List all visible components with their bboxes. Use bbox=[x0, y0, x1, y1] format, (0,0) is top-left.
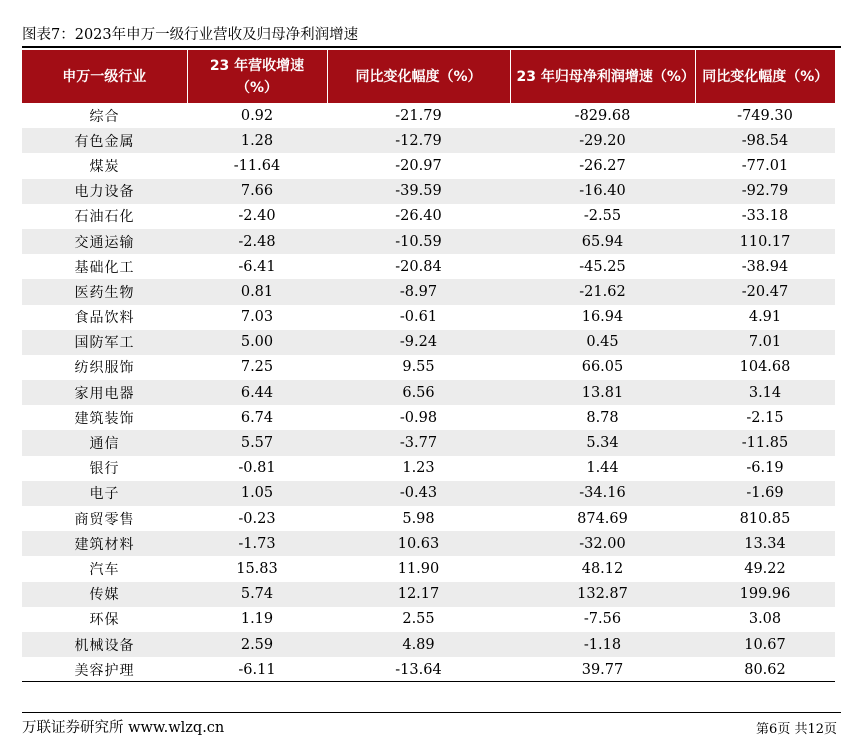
cell-revenue-growth: 7.66 bbox=[187, 179, 327, 204]
cell-net-profit-yoy-change: -20.47 bbox=[695, 279, 835, 304]
figure-title: 图表7：2023年申万一级行业营收及归母净利润增速 bbox=[22, 18, 841, 48]
cell-revenue-yoy-change: -26.40 bbox=[395, 208, 442, 225]
cell-net-profit-yoy-change: -33.18 bbox=[741, 208, 789, 225]
cell-industry-name: 家用电器 bbox=[22, 380, 187, 405]
cell-net-profit-yoy-change: 110.17 bbox=[695, 229, 835, 254]
table-row bbox=[22, 632, 835, 657]
cell-revenue-yoy-change: -20.97 bbox=[395, 157, 442, 174]
cell-revenue-yoy-change: 12.17 bbox=[327, 582, 510, 607]
cell-revenue-yoy-change: 1.23 bbox=[402, 460, 435, 477]
data-table-container bbox=[22, 50, 835, 682]
cell-net-profit-yoy-change: -11.85 bbox=[695, 430, 835, 455]
table-row bbox=[22, 355, 835, 380]
cell-revenue-growth: 0.92 bbox=[240, 107, 274, 124]
cell-revenue-yoy-change: -10.59 bbox=[327, 229, 510, 254]
cell-net-profit-growth: 132.87 bbox=[510, 582, 695, 607]
cell-revenue-yoy-change: 2.55 bbox=[402, 611, 435, 628]
cell-net-profit-yoy-change: 3.08 bbox=[748, 611, 782, 628]
cell-revenue-yoy-change: -12.79 bbox=[327, 128, 510, 153]
cell-revenue-growth: 5.00 bbox=[187, 330, 327, 355]
table-row bbox=[22, 607, 835, 632]
table-header-row bbox=[22, 50, 835, 103]
cell-industry-name: 银行 bbox=[89, 461, 120, 478]
table-row bbox=[22, 153, 835, 178]
table-row bbox=[22, 506, 835, 531]
cell-net-profit-growth: 16.94 bbox=[581, 309, 624, 326]
cell-revenue-yoy-change: -21.79 bbox=[395, 107, 442, 124]
table-bottom-rule bbox=[22, 681, 835, 682]
cell-net-profit-yoy-change: -98.54 bbox=[695, 128, 835, 153]
cell-revenue-yoy-change: -0.43 bbox=[327, 481, 510, 506]
table-row bbox=[22, 254, 835, 279]
cell-revenue-yoy-change: -20.84 bbox=[395, 258, 442, 275]
cell-revenue-growth: 6.74 bbox=[240, 409, 274, 426]
cell-net-profit-yoy-change: 810.85 bbox=[739, 510, 791, 527]
cell-industry-name: 石油石化 bbox=[74, 209, 135, 226]
cell-net-profit-growth: -45.25 bbox=[579, 258, 626, 275]
table-row bbox=[22, 330, 835, 355]
cell-industry-name: 环保 bbox=[89, 612, 120, 629]
cell-net-profit-yoy-change: -77.01 bbox=[741, 157, 789, 174]
cell-revenue-yoy-change: -8.97 bbox=[327, 279, 510, 304]
table-row bbox=[22, 481, 835, 506]
cell-net-profit-growth: 65.94 bbox=[510, 229, 695, 254]
cell-industry-name: 建筑材料 bbox=[22, 531, 187, 556]
table-row bbox=[22, 279, 835, 304]
footer-source: 万联证券研究所 www.wlzq.cn bbox=[22, 720, 225, 736]
cell-revenue-yoy-change: 9.55 bbox=[402, 359, 435, 376]
cell-industry-name: 国防军工 bbox=[22, 330, 187, 355]
cell-revenue-yoy-change: 11.90 bbox=[397, 560, 440, 577]
cell-net-profit-growth: 48.12 bbox=[581, 560, 624, 577]
table-row bbox=[22, 657, 835, 682]
cell-net-profit-growth: -21.62 bbox=[510, 279, 695, 304]
footer-rule bbox=[22, 712, 841, 713]
cell-revenue-growth: 5.74 bbox=[187, 582, 327, 607]
cell-revenue-growth: 1.05 bbox=[187, 481, 327, 506]
cell-industry-name: 传媒 bbox=[22, 582, 187, 607]
cell-industry-name: 建筑装饰 bbox=[74, 410, 135, 427]
cell-revenue-growth: -11.64 bbox=[233, 157, 281, 174]
cell-net-profit-growth: 1.44 bbox=[586, 460, 619, 477]
cell-net-profit-yoy-change: 49.22 bbox=[744, 560, 786, 577]
cell-net-profit-growth: 66.05 bbox=[581, 359, 624, 376]
cell-net-profit-yoy-change: 7.01 bbox=[695, 330, 835, 355]
cell-revenue-yoy-change: 5.98 bbox=[402, 510, 435, 527]
cell-revenue-growth: 0.81 bbox=[187, 279, 327, 304]
cell-industry-name: 电力设备 bbox=[22, 179, 187, 204]
table-row bbox=[22, 305, 835, 330]
cell-net-profit-yoy-change: -92.79 bbox=[695, 179, 835, 204]
cell-revenue-growth: 15.83 bbox=[236, 560, 278, 577]
table-row bbox=[22, 456, 835, 481]
cell-revenue-growth: -6.11 bbox=[238, 661, 276, 678]
cell-net-profit-growth: -26.27 bbox=[579, 157, 626, 174]
cell-net-profit-growth: -34.16 bbox=[510, 481, 695, 506]
page-number: 第6页 共12页 bbox=[756, 722, 837, 737]
cell-net-profit-yoy-change: 104.68 bbox=[739, 359, 791, 376]
cell-revenue-growth: -1.73 bbox=[187, 531, 327, 556]
cell-net-profit-yoy-change: 13.34 bbox=[695, 531, 835, 556]
cell-industry-name: 机械设备 bbox=[22, 632, 187, 657]
table-row bbox=[22, 128, 835, 153]
cell-industry-name: 综合 bbox=[89, 108, 120, 125]
header-revenue-yoy-change: 同比变化幅度（%） bbox=[327, 50, 510, 103]
cell-revenue-yoy-change: -3.77 bbox=[327, 430, 510, 455]
cell-revenue-yoy-change: -13.64 bbox=[395, 661, 442, 678]
cell-industry-name: 通信 bbox=[22, 430, 187, 455]
cell-revenue-yoy-change: 10.63 bbox=[327, 531, 510, 556]
cell-revenue-growth: 1.19 bbox=[240, 611, 274, 628]
cell-revenue-growth: 6.44 bbox=[187, 380, 327, 405]
cell-net-profit-growth: 39.77 bbox=[581, 661, 624, 678]
cell-net-profit-yoy-change: -749.30 bbox=[737, 107, 793, 124]
cell-net-profit-growth: -29.20 bbox=[510, 128, 695, 153]
cell-net-profit-yoy-change: 4.91 bbox=[748, 309, 782, 326]
table-row bbox=[22, 204, 835, 229]
table-row bbox=[22, 103, 835, 128]
cell-industry-name: 食品饮料 bbox=[74, 310, 135, 327]
cell-net-profit-yoy-change: -2.15 bbox=[746, 409, 784, 426]
header-revenue-growth: 23 年营收增速（%） bbox=[187, 50, 327, 103]
cell-revenue-yoy-change: -0.61 bbox=[399, 309, 438, 326]
cell-net-profit-yoy-change: 80.62 bbox=[744, 661, 786, 678]
cell-industry-name: 汽车 bbox=[89, 561, 120, 578]
cell-net-profit-growth: -1.18 bbox=[510, 632, 695, 657]
cell-industry-name: 基础化工 bbox=[74, 259, 135, 276]
cell-revenue-growth: -6.41 bbox=[238, 258, 276, 275]
table-row bbox=[22, 531, 835, 556]
cell-net-profit-growth: -2.55 bbox=[583, 208, 622, 225]
table-body bbox=[22, 103, 835, 682]
cell-industry-name: 电子 bbox=[22, 481, 187, 506]
cell-industry-name: 商贸零售 bbox=[74, 511, 135, 528]
table-row bbox=[22, 179, 835, 204]
cell-revenue-yoy-change: 4.89 bbox=[327, 632, 510, 657]
cell-net-profit-growth: 13.81 bbox=[510, 380, 695, 405]
cell-net-profit-yoy-change: -6.19 bbox=[746, 460, 784, 477]
cell-industry-name: 纺织服饰 bbox=[74, 360, 135, 377]
cell-net-profit-growth: -16.40 bbox=[510, 179, 695, 204]
table-row bbox=[22, 430, 835, 455]
cell-net-profit-growth: 8.78 bbox=[586, 409, 619, 426]
header-net-profit-growth: 23 年归母净利润增速（%） bbox=[510, 50, 695, 103]
cell-revenue-yoy-change: -9.24 bbox=[327, 330, 510, 355]
cell-net-profit-growth: 0.45 bbox=[510, 330, 695, 355]
table-row bbox=[22, 405, 835, 430]
table-row bbox=[22, 380, 835, 405]
cell-industry-name: 交通运输 bbox=[22, 229, 187, 254]
table-row bbox=[22, 582, 835, 607]
cell-industry-name: 医药生物 bbox=[22, 279, 187, 304]
cell-net-profit-growth: -7.56 bbox=[583, 611, 622, 628]
cell-revenue-growth: 7.03 bbox=[240, 309, 274, 326]
cell-net-profit-growth: -32.00 bbox=[510, 531, 695, 556]
header-net-profit-yoy-change: 同比变化幅度（%） bbox=[695, 50, 835, 103]
industry-growth-table bbox=[22, 50, 835, 682]
cell-net-profit-yoy-change: 3.14 bbox=[695, 380, 835, 405]
cell-revenue-yoy-change: -39.59 bbox=[327, 179, 510, 204]
cell-revenue-growth: 7.25 bbox=[240, 359, 274, 376]
cell-revenue-growth: -2.48 bbox=[187, 229, 327, 254]
cell-revenue-yoy-change: 6.56 bbox=[327, 380, 510, 405]
cell-revenue-yoy-change: -0.98 bbox=[399, 409, 438, 426]
cell-net-profit-yoy-change: 10.67 bbox=[695, 632, 835, 657]
cell-industry-name: 煤炭 bbox=[89, 158, 120, 175]
cell-revenue-growth: 2.59 bbox=[187, 632, 327, 657]
header-industry: 申万一级行业 bbox=[22, 50, 187, 103]
cell-industry-name: 有色金属 bbox=[22, 128, 187, 153]
cell-revenue-growth: -0.23 bbox=[238, 510, 276, 527]
cell-net-profit-growth: 5.34 bbox=[510, 430, 695, 455]
cell-revenue-growth: -0.81 bbox=[238, 460, 276, 477]
cell-revenue-growth: 1.28 bbox=[187, 128, 327, 153]
cell-net-profit-growth: 874.69 bbox=[577, 510, 628, 527]
cell-revenue-growth: -2.40 bbox=[238, 208, 276, 225]
table-row bbox=[22, 556, 835, 581]
cell-net-profit-yoy-change: -1.69 bbox=[695, 481, 835, 506]
cell-industry-name: 美容护理 bbox=[74, 662, 135, 679]
cell-revenue-growth: 5.57 bbox=[187, 430, 327, 455]
cell-net-profit-growth: -829.68 bbox=[574, 107, 631, 124]
cell-net-profit-yoy-change: -38.94 bbox=[741, 258, 789, 275]
table-row bbox=[22, 229, 835, 254]
cell-net-profit-yoy-change: 199.96 bbox=[695, 582, 835, 607]
